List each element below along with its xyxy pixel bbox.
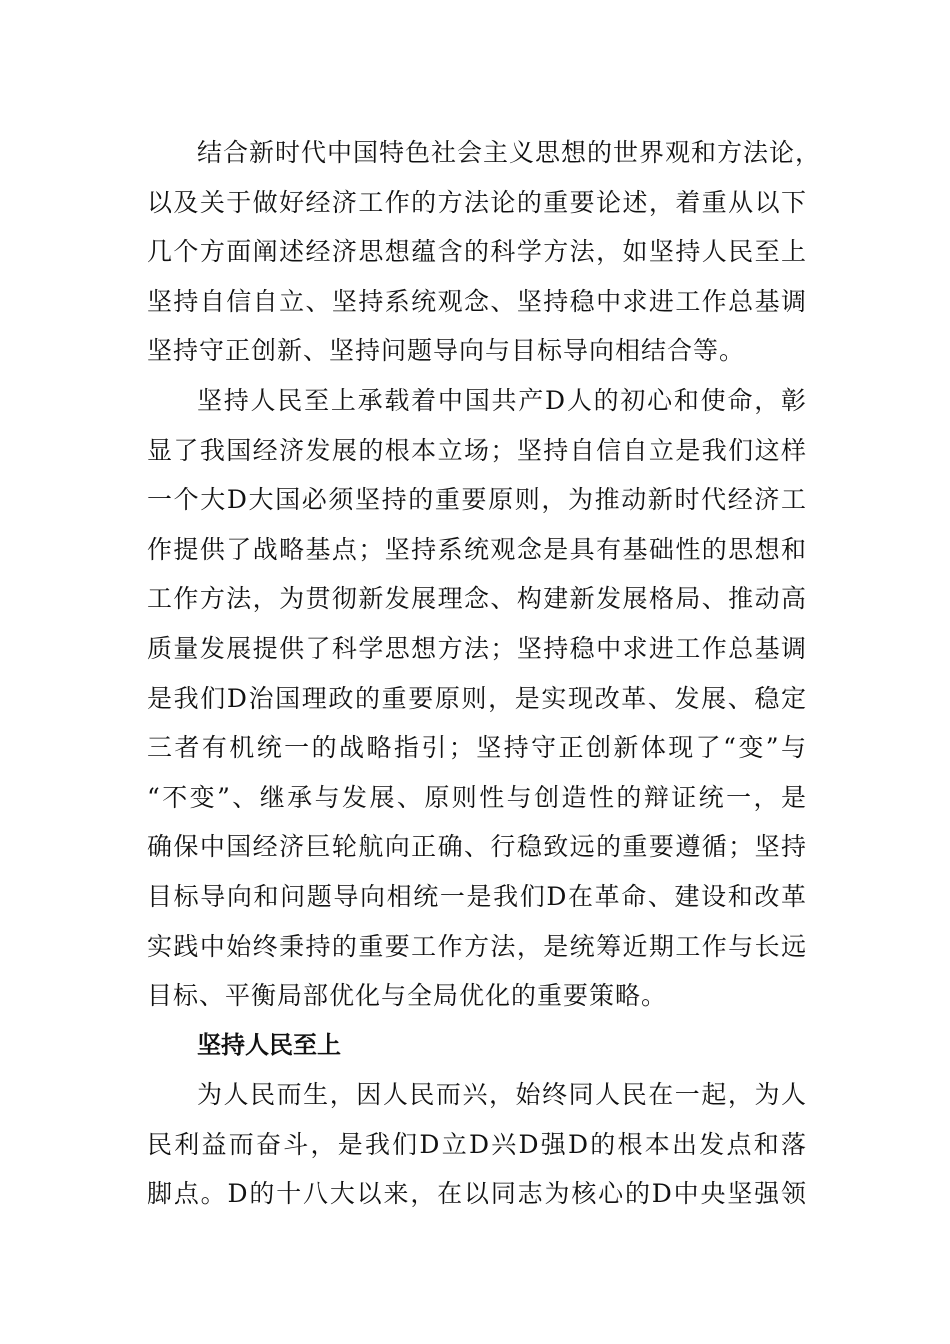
text-line: 以及关于做好经济工作的方法论的重要论述，着重从以下 <box>147 187 807 217</box>
text-line: 为人民而生，因人民而兴，始终同人民在一起，为人 <box>197 1080 807 1110</box>
text-line: 目标导向和问题导向相统一是我们D在革命、建设和改革 <box>147 881 807 911</box>
text-line: 坚持人民至上承载着中国共产D人的初心和使命，彰 <box>197 385 807 415</box>
text-line: 三者有机统一的战略指引；坚持守正创新体现了“变”与 <box>147 733 807 763</box>
text-line: 一个大D大国必须坚持的重要原则，为推动新时代经济工 <box>147 485 807 515</box>
text-line: 质量发展提供了科学思想方法；坚持稳中求进工作总基调 <box>147 633 807 663</box>
text-line: 作提供了战略基点；坚持系统观念是具有基础性的思想和 <box>147 534 807 564</box>
text-line: 结合新时代中国特色社会主义思想的世界观和方法论， <box>197 138 822 167</box>
text-line: 民利益而奋斗，是我们D立D兴D强D的根本出发点和落 <box>147 1129 807 1159</box>
text-line: 目标、平衡局部优化与全局优化的重要策略。 <box>147 981 668 1011</box>
paragraph-methods-detail <box>147 376 807 1021</box>
text-line: “不变”、继承与发展、原则性与创造性的辩证统一，是 <box>147 782 807 812</box>
text-line: 是我们D治国理政的重要原则，是实现改革、发展、稳定 <box>147 683 807 713</box>
paragraph-people-first <box>147 1070 807 1219</box>
document-body <box>147 128 822 1219</box>
text-line: 坚持自信自立、坚持系统观念、坚持稳中求进工作总基调 <box>147 286 807 316</box>
text-line: 脚点。D的十八大以来，在以同志为核心的D中央坚强领 <box>147 1179 807 1209</box>
text-line: 显了我国经济发展的根本立场；坚持自信自立是我们这样 <box>147 435 807 465</box>
section-heading: 坚持人民至上 <box>197 1030 341 1059</box>
paragraph-methods-intro <box>147 128 822 376</box>
text-line: 几个方面阐述经济思想蕴含的科学方法，如坚持人民至上 <box>147 237 807 267</box>
text-line: 坚持守正创新、坚持问题导向与目标导向相结合等。 <box>147 336 746 366</box>
text-line: 确保中国经济巨轮航向正确、行稳致远的重要遵循；坚持 <box>147 832 807 862</box>
text-line: 工作方法，为贯彻新发展理念、构建新发展格局、推动高 <box>147 584 807 614</box>
text-line: 实践中始终秉持的重要工作方法，是统筹近期工作与长远 <box>147 931 807 961</box>
